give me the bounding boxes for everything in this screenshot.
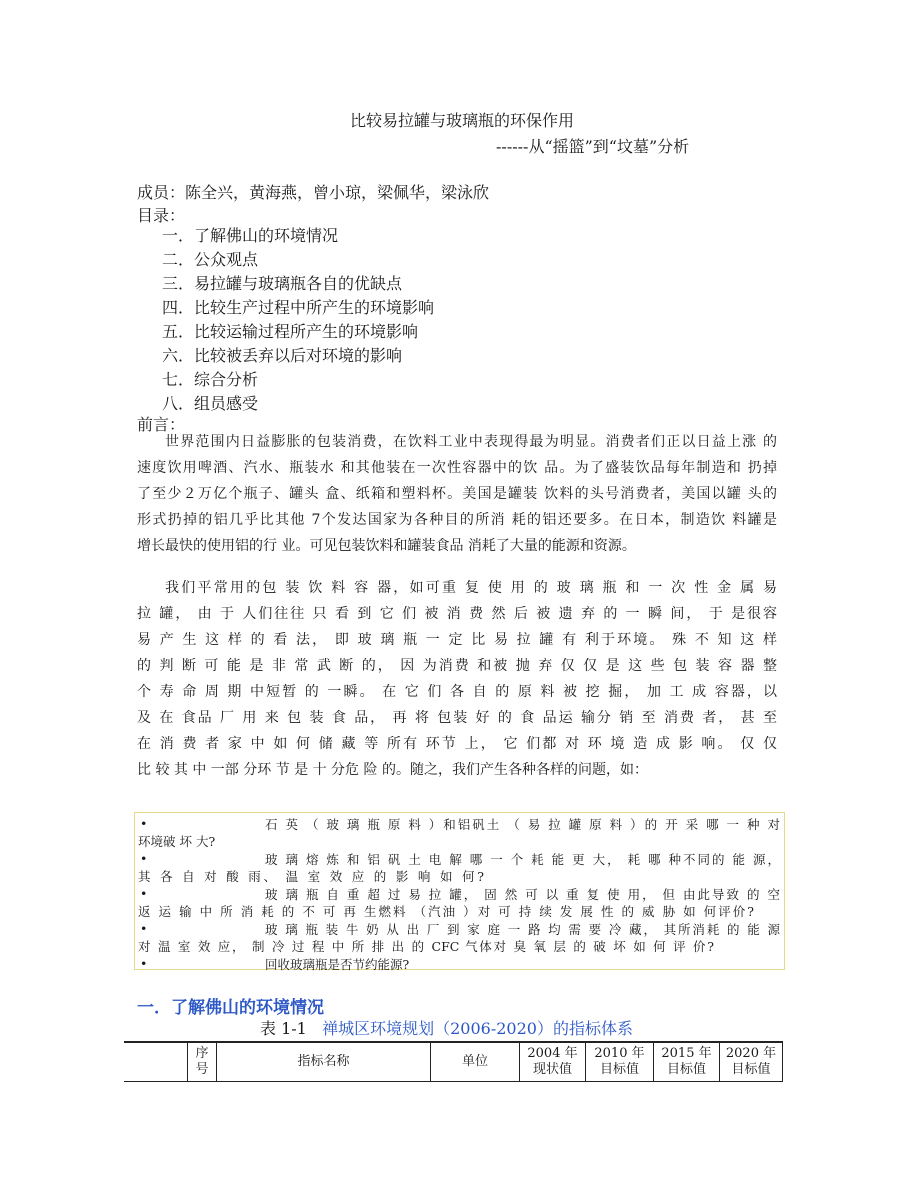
table-header-2004: [520, 1042, 586, 1082]
header-line: 目标值: [599, 1062, 639, 1077]
preface-paragraph-1: [137, 432, 777, 562]
question-text-continued: 其 各 自 对 酸 雨、 温 室 效 应 的 影 响 如 何?: [138, 869, 484, 884]
question-item: [135, 918, 784, 953]
question-text: 回收玻璃瓶是否节约能源?: [265, 957, 410, 972]
paragraph-line: 的 判 断 可 能 是 非 常 武 断 的， 因 为消费 和被 抛 弃 仅 仅 是 这 些 包 装 容 器 整: [137, 658, 777, 674]
bullet-icon: •: [140, 921, 148, 936]
toc-item: 四．比较生产过程中所产生的环境影响: [162, 298, 435, 317]
paragraph-line: 速度饮用啤酒、汽水、瓶装水 和其他装在一次性容器中的饮 品。为了盛装饮品每年制造和 扔掉: [137, 460, 777, 476]
paragraph-line: 及 在 食品 厂 用 来 包 装 食 品， 再 将 包装 好 的 食 品运 输分 销 至 消费 者， 甚 至: [137, 710, 777, 726]
table-header-row: [124, 1042, 783, 1082]
paragraph-line: 个 寿 命 周 期 中短暂 的 一瞬。 在 它 们 各 自 的 原 料 被 挖 掘， 加 工 成 容器，以: [137, 684, 777, 700]
toc-item: 二．公众观点: [162, 250, 259, 269]
bullet-icon: •: [140, 851, 148, 866]
question-text: 玻 璃 熔 炼 和 铝 矾 土 电 解 哪 一 个 耗 能 更 大， 耗 哪 种不同的 能 源，: [265, 852, 780, 867]
table-header-seq: [188, 1042, 217, 1082]
paragraph-line: 了至少２万亿个瓶子、罐头 盒、纸箱和塑料杯。美国是罐装 饮料的头号消费者，美国以罐 头的: [137, 486, 777, 502]
indicator-table: [124, 1041, 783, 1082]
paragraph-line: 我们平常用的包 装 饮 料 容 器，如可重 复 使 用 的 玻 璃 瓶 和 一 次 性 金 属 易: [165, 580, 777, 596]
question-item: [135, 953, 784, 971]
header-line: 2020 年: [725, 1046, 777, 1061]
toc-label: 目录：: [137, 206, 186, 225]
table-header-unit: 单位: [431, 1042, 520, 1082]
header-line: 目标值: [731, 1062, 771, 1077]
table-caption-title: 禅城区环境规划（2006-2020）的指标体系: [322, 1019, 633, 1038]
table-header-2015: [654, 1042, 720, 1082]
question-text-continued: 环境破 坏 大?: [138, 834, 216, 849]
preface-label: 前言：: [137, 415, 186, 434]
header-line: 号: [195, 1062, 209, 1077]
header-line: 2004 年: [527, 1046, 578, 1061]
table-of-contents: [162, 226, 434, 418]
header-line: 目标值: [666, 1062, 706, 1077]
paragraph-line: 易 产 生 这 样 的 看 法， 即 玻 璃 瓶 一 定 比 易 拉 罐 有 利于环境。 殊 不 知 这 样: [137, 632, 777, 648]
question-text-continued: 返 运 输 中 所 消 耗 的 不 可 再 生燃料 （汽油 ）对 可 持 续 发 展 性 的 威 胁 如 何评价?: [138, 904, 754, 919]
header-line: 2010 年: [594, 1046, 645, 1061]
toc-item: 三．易拉罐与玻璃瓶各自的优缺点: [162, 274, 403, 293]
bullet-icon: •: [140, 886, 148, 901]
document-subtitle: ------从“摇篮”到“坟墓”分析: [496, 137, 690, 156]
section-heading: 一．了解佛山的环境情况: [137, 998, 324, 1018]
question-item: [135, 883, 784, 918]
paragraph-line: 比 较 其 中 一部 分环 节 是 十 分危 险 的。随之，我们产生各种各样的问题，如：: [137, 762, 648, 778]
table-header-name: 指标名称: [217, 1042, 431, 1082]
toc-item: 六．比较被丢弃以后对环境的影响: [162, 346, 403, 365]
table-caption-number: 表 1-1: [260, 1019, 307, 1038]
table-caption: [260, 1016, 633, 1039]
question-text: 石 英 （ 玻 璃 瓶 原 料 ）和铝矾土 （ 易 拉 罐 原 料 ）的 开 采 哪 一 种 对: [265, 817, 780, 832]
question-text: 玻 璃 瓶 装 牛 奶 从 出 厂 到 家 庭 一 路 均 需 要 冷 藏， 其所消耗 的 能 源: [265, 922, 780, 937]
header-line: 2015 年: [661, 1046, 712, 1061]
header-line: 序: [195, 1046, 209, 1061]
toc-item: 八．组员感受: [162, 394, 259, 413]
paragraph-line: 增长最快的使用铝的行 业。可见包装饮料和罐装食品 消耗了大量的能源和资源。: [137, 538, 636, 554]
members-line: 成员：陈全兴，黄海燕，曾小琼，梁佩华，梁泳欣: [137, 183, 490, 202]
preface-paragraph-2: [137, 578, 777, 786]
header-line: 现状值: [532, 1062, 572, 1077]
toc-item: 七．综合分析: [162, 370, 259, 389]
bullet-icon: •: [140, 816, 148, 831]
question-text: 玻 璃 瓶 自 重 超 过 易 拉 罐， 固 然 可 以 重 复 使 用， 但 由此导致 的 空: [265, 887, 780, 902]
question-text-continued: 对 温 室 效 应， 制 冷 过 程 中 所 排 出 的 CFC 气体对 臭 氧 层 的 破 坏 如 何 评 价?: [138, 939, 714, 954]
toc-item: 一．了解佛山的环境情况: [162, 226, 339, 245]
paragraph-line: 世界范围内日益膨胀的包装消费，在饮料工业中表现得最为明显。消费者们正以日益上涨 的: [165, 434, 777, 450]
question-item: [135, 813, 784, 848]
table-header-2010: [586, 1042, 654, 1082]
document-title: 比较易拉罐与玻璃瓶的环保作用: [350, 111, 575, 130]
question-list-box: [134, 812, 785, 970]
paragraph-line: 形式扔掉的铝几乎比其他 7个发达国家为各种目的所消 耗的铝还要多。在日本，制造饮 料罐是: [137, 512, 777, 528]
table-header-blank: [124, 1042, 188, 1082]
table-header-2020: [720, 1042, 783, 1082]
question-item: [135, 848, 784, 883]
paragraph-line: 在 消 费 者 家 中 如 何 储 藏 等 所有 环节 上， 它 们都 对 环 境 造 成 影 响。 仅 仅: [137, 736, 777, 752]
paragraph-line: 拉 罐， 由 于 人们往往 只 看 到 它 们 被 消 费 然 后 被 遗 弃 的 一 瞬 间， 于 是很容: [137, 606, 777, 622]
toc-item: 五．比较运输过程所产生的环境影响: [162, 322, 419, 341]
bullet-icon: •: [140, 956, 148, 971]
